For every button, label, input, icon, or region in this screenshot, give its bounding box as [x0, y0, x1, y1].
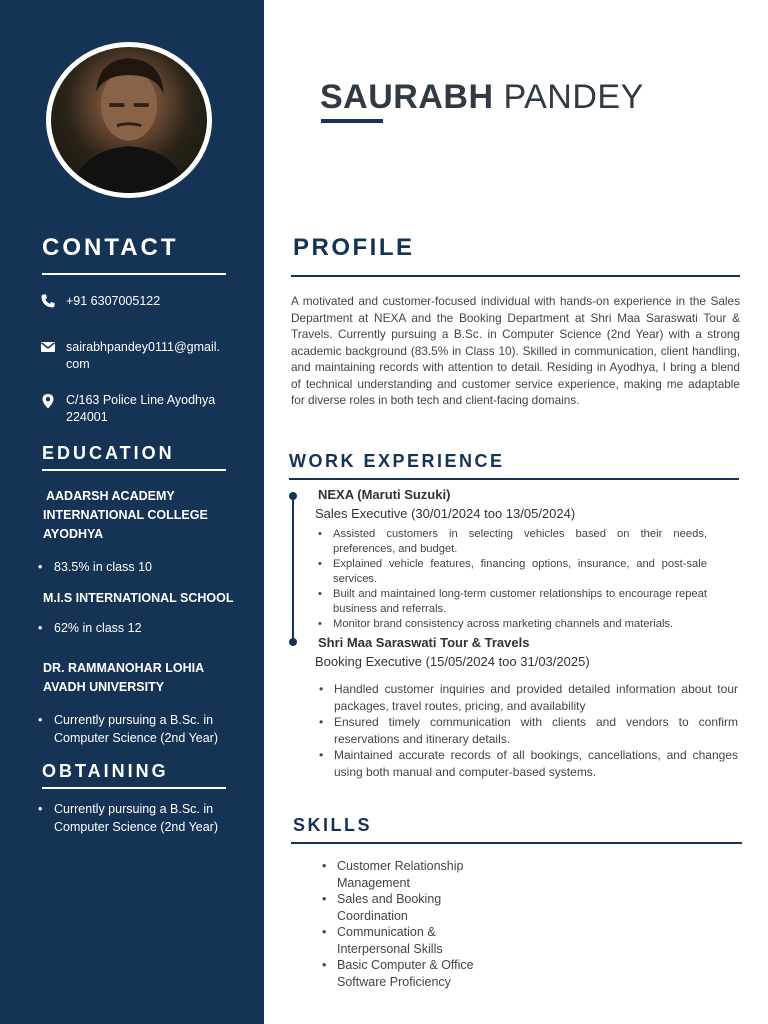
list-item: • Sales and Booking Coordination — [320, 891, 500, 924]
school-name-aadarsh-cont: INTERNATIONAL COLLEGE AYODHYA — [43, 508, 208, 541]
skills-heading: SKILLS — [293, 815, 373, 835]
location-pin-icon — [40, 392, 56, 410]
school-name-rml-university: DR. RAMMANOHAR LOHIA AVADH UNIVERSITY — [43, 661, 205, 694]
last-name: PANDEY — [503, 78, 644, 116]
work-experience-heading: WORK EXPERIENCE — [289, 451, 505, 471]
profile-photo — [46, 42, 212, 198]
obtaining-divider — [42, 787, 226, 789]
job-company-nexa: NEXA (Maruti Suzuki) — [318, 487, 451, 502]
person-portrait-icon — [51, 47, 207, 193]
list-item: • Monitor brand consistency across marketing channels and materials. — [315, 617, 707, 632]
name-underline — [321, 119, 383, 123]
education-divider — [42, 469, 226, 471]
job-company-shri-maa: Shri Maa Saraswati Tour & Travels — [318, 635, 530, 650]
list-item: • Built and maintained long-term customer relationships to encourage repeat business and referrals. — [315, 587, 707, 617]
obtaining-bullet: • Currently pursuing a B.Sc. in Computer Science (2nd Year) — [38, 800, 228, 836]
work-experience-divider — [289, 478, 739, 480]
job-role-booking-executive: Booking Executive (15/05/2024 too 31/03/2025) — [315, 654, 590, 669]
list-item: • Explained vehicle features, financing options, insurance, and post-sale services. — [315, 557, 707, 587]
school-name-mis: M.I.S INTERNATIONAL SCHOOL — [43, 591, 234, 605]
list-item: • Maintained accurate records of all bookings, cancellations, and changes using both manual and computer-based systems. — [316, 747, 738, 780]
timeline-dot — [289, 638, 297, 646]
education-bullet: • 62% in class 12 — [38, 619, 234, 637]
timeline-dot — [289, 492, 297, 500]
job-duties-nexa — [315, 527, 707, 632]
full-name — [320, 78, 644, 117]
list-item: • Basic Computer & Office Software Proficiency — [320, 957, 500, 990]
skills-list — [320, 858, 500, 990]
list-item: • Communication & Interpersonal Skills — [320, 924, 500, 957]
list-item: • Handled customer inquiries and provided detailed information about tour packages, travel routes, pricing, and availability — [316, 681, 738, 714]
profile-heading: PROFILE — [293, 234, 415, 261]
list-item: • Assisted customers in selecting vehicles based on their needs, preferences, and budget. — [315, 527, 707, 557]
school-name-aadarsh: AADARSH ACADEMY — [46, 489, 175, 503]
phone-number: +91 6307005122 — [66, 294, 161, 308]
education-heading: EDUCATION — [42, 443, 175, 463]
sidebar — [0, 0, 264, 1024]
education-bullet: • Currently pursuing a B.Sc. in Computer Science (2nd Year) — [38, 711, 228, 747]
job-duties-shri-maa — [316, 681, 738, 780]
profile-summary: A motivated and customer-focused individual with hands-on experience in the Sales Department at NEXA and the Booking Department at Shri Maa Saraswati Tour & Travels. Currently pursuing a B.Sc. in Computer Science (2nd Year) with a strong academic background (83.5% in Class 10). Skilled in communication, client handling, and maintaining records with attention to detail. Residing in Ayodhya, I bring a blend of technical understanding and customer service experience, making me adaptable for diverse roles in both tech and client-facing domains. — [291, 294, 740, 407]
contact-divider — [42, 273, 226, 275]
first-name: SAURABH — [320, 78, 494, 116]
timeline-line — [292, 496, 294, 642]
obtaining-heading: OBTAINING — [42, 761, 169, 781]
education-bullet: • 83.5% in class 10 — [38, 558, 234, 576]
profile-divider — [291, 275, 740, 277]
phone-icon — [40, 293, 56, 309]
contact-heading: CONTACT — [42, 234, 179, 261]
list-item: • Customer Relationship Management — [320, 858, 500, 891]
address: C/163 Police Line Ayodhya 224001 — [66, 393, 216, 424]
job-role-sales-executive: Sales Executive (30/01/2024 too 13/05/2024) — [315, 506, 576, 521]
mail-icon — [40, 339, 56, 355]
skills-divider — [291, 842, 742, 844]
email-address: sairabhpandey0111@gmail. com — [66, 340, 220, 371]
list-item: • Ensured timely communication with clients and vendors to confirm reservations and itinerary details. — [316, 714, 738, 747]
